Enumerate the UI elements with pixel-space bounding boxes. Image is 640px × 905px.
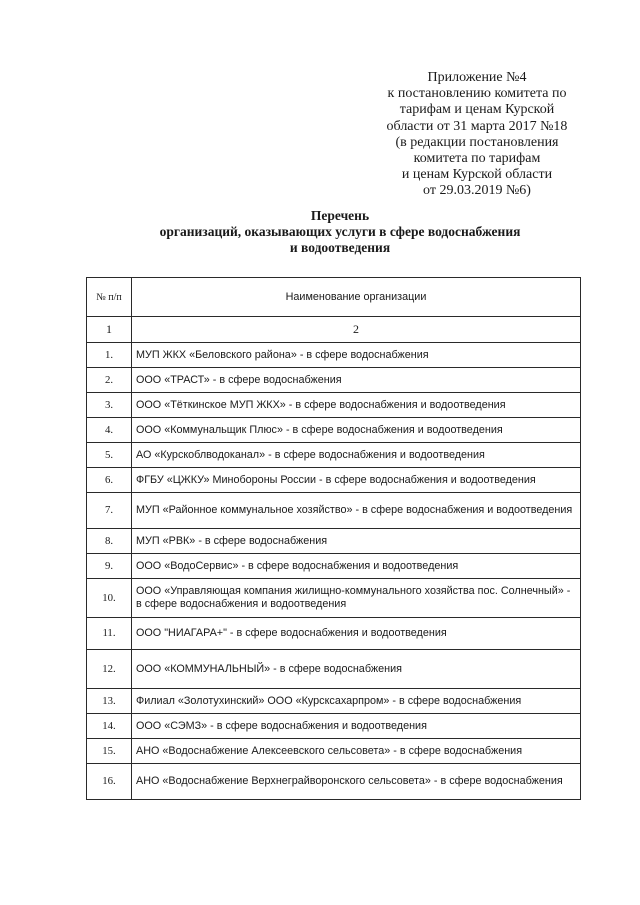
row-num: 3.: [87, 393, 132, 418]
row-name: ООО «ТРАСТ» - в сфере водоснабжения: [132, 368, 581, 393]
table-row: [87, 554, 581, 579]
row-name: ФГБУ «ЦЖКУ» Минобороны России - в сфере водоснабжения и водоотведения: [132, 468, 581, 493]
table-row: [87, 443, 581, 468]
row-name: ООО «Управляющая компания жилищно-коммунального хозяйства пос. Солнечный» - в сфере водоснабжения и водоотведения: [132, 579, 581, 618]
row-num: 8.: [87, 529, 132, 554]
table-row: [87, 764, 581, 800]
table-row: [87, 689, 581, 714]
row-name: АНО «Водоснабжение Алексеевского сельсовета» - в сфере водоснабжения: [132, 739, 581, 764]
organizations-table: [86, 277, 581, 800]
row-name: Филиал «Золотухинский» ООО «Курсксахарпром» - в сфере водоснабжения: [132, 689, 581, 714]
table-row: [87, 714, 581, 739]
row-num: 13.: [87, 689, 132, 714]
row-num: 1.: [87, 343, 132, 368]
row-name: ООО «ВодоСервис» - в сфере водоснабжения и водоотведения: [132, 554, 581, 579]
table-row: [87, 468, 581, 493]
row-name: АО «Курскоблводоканал» - в сфере водоснабжения и водоотведения: [132, 443, 581, 468]
annex-header: [372, 70, 582, 200]
annex-line: к постановлению комитета по: [387, 86, 567, 102]
row-num: 14.: [87, 714, 132, 739]
row-num: 4.: [87, 418, 132, 443]
row-num: 6.: [87, 468, 132, 493]
row-num: 7.: [87, 493, 132, 529]
table-row: [87, 650, 581, 689]
row-name: МУП «РВК» - в сфере водоснабжения: [132, 529, 581, 554]
annex-line: тарифам и ценам Курской: [399, 102, 555, 118]
row-name: МУП ЖКХ «Беловского района» - в сфере водоснабжения: [132, 343, 581, 368]
row-num: 11.: [87, 618, 132, 650]
row-num: 15.: [87, 739, 132, 764]
table-row: [87, 493, 581, 529]
row-name: ООО «КОММУНАЛЬНЫЙ» - в сфере водоснабжения: [132, 650, 581, 689]
row-name: МУП «Районное коммунальное хозяйство» - в сфере водоснабжения и водоотведения: [132, 493, 581, 529]
row-num: 5.: [87, 443, 132, 468]
row-name: ООО "НИАГАРА+" - в сфере водоснабжения и водоотведения: [132, 618, 581, 650]
table-row: [87, 393, 581, 418]
row-num: 9.: [87, 554, 132, 579]
header-name: Наименование организации: [132, 278, 581, 317]
row-name: ООО «СЭМЗ» - в сфере водоснабжения и водоотведения: [132, 714, 581, 739]
table-row: [87, 579, 581, 618]
annex-line: и ценам Курской области: [401, 167, 553, 183]
row-num: 16.: [87, 764, 132, 800]
table-row: [87, 368, 581, 393]
title-line-1: Перечень: [310, 208, 370, 223]
table-row: [87, 343, 581, 368]
index-num: 1: [87, 317, 132, 343]
table-header-row: [87, 278, 581, 317]
table-index-row: [87, 317, 581, 343]
annex-line: от 29.03.2019 №6): [423, 183, 531, 199]
index-name: 2: [132, 317, 581, 343]
table-row: [87, 418, 581, 443]
annex-line: комитета по тарифам: [413, 151, 541, 167]
table-row: [87, 529, 581, 554]
table-row: [87, 739, 581, 764]
row-num: 2.: [87, 368, 132, 393]
annex-line: (в редакции постановления: [395, 134, 559, 150]
header-num: № п/п: [87, 278, 132, 317]
title-line-3: и водоотведения: [289, 240, 391, 255]
row-name: ООО «Коммунальщик Плюс» - в сфере водоснабжения и водоотведения: [132, 418, 581, 443]
table-row: [87, 618, 581, 650]
annex-line: области от 31 марта 2017 №18: [386, 118, 568, 134]
row-name: АНО «Водоснабжение Верхнеграйворонского сельсовета» - в сфере водоснабжения: [132, 764, 581, 800]
row-num: 12.: [87, 650, 132, 689]
row-name: ООО «Тёткинское МУП ЖКХ» - в сфере водоснабжения и водоотведения: [132, 393, 581, 418]
title-line-2: организаций, оказывающих услуги в сфере водоснабжения: [159, 224, 521, 239]
annex-line: Приложение №4: [427, 70, 527, 85]
document-title: [120, 208, 560, 256]
row-num: 10.: [87, 579, 132, 618]
